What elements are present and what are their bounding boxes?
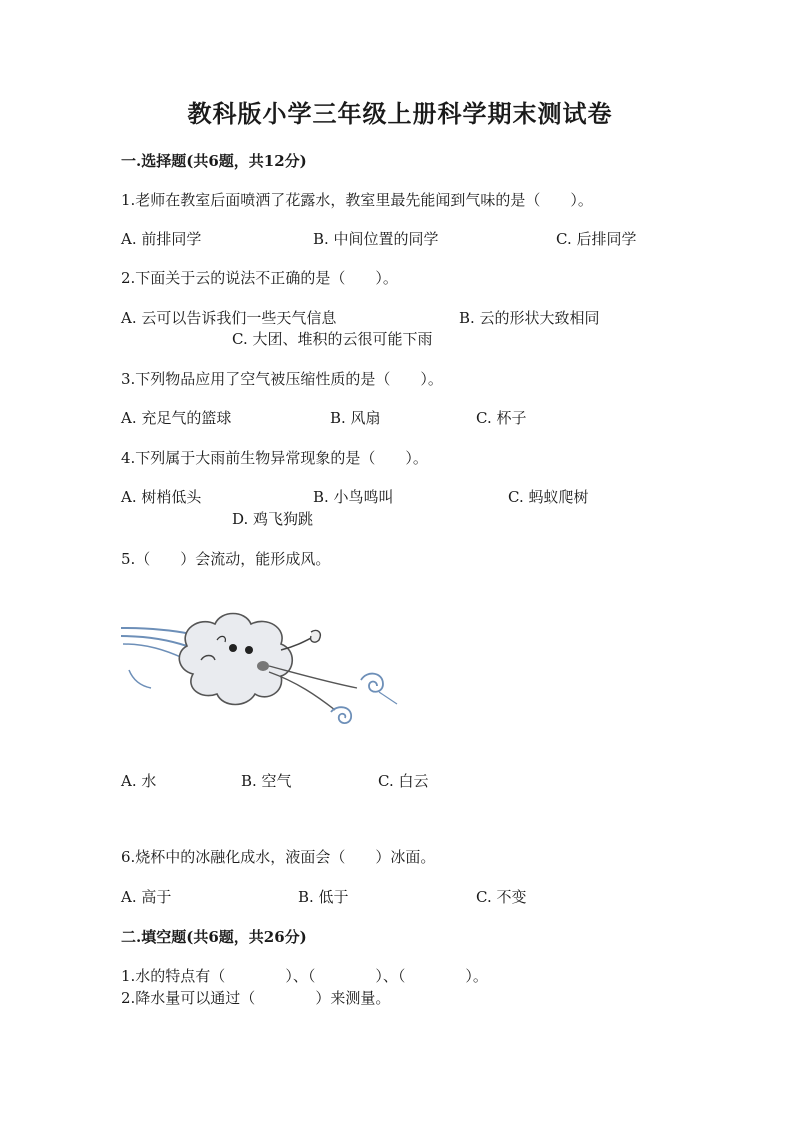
question-5-option-b: B. 空气 — [241, 772, 292, 790]
question-2-option-c: C. 大团、堆积的云很可能下雨 — [232, 330, 433, 348]
question-4-option-a: A. 树梢低头 — [121, 488, 202, 506]
fill-question-2: 2.降水量可以通过（ ）来测量。 — [121, 989, 391, 1007]
question-6-option-c: C. 不变 — [476, 888, 527, 906]
question-1-option-c: C. 后排同学 — [556, 230, 637, 248]
question-4-option-c: C. 蚂蚁爬树 — [508, 488, 589, 506]
question-1-option-a: A. 前排同学 — [121, 230, 202, 248]
question-6-stem: 6.烧杯中的冰融化成水，液面会（ ）冰面。 — [121, 848, 436, 866]
question-4-stem: 4.下列属于大雨前生物异常现象的是（ ）。 — [121, 449, 428, 467]
question-2-option-a: A. 云可以告诉我们一些天气信息 — [121, 309, 337, 327]
question-4-option-d: D. 鸡飞狗跳 — [232, 510, 314, 528]
question-3-option-a: A. 充足气的篮球 — [121, 409, 232, 427]
question-5-option-a: A. 水 — [121, 772, 157, 790]
question-6-option-b: B. 低于 — [298, 888, 349, 906]
question-2-stem: 2.下面关于云的说法不正确的是（ ）。 — [121, 269, 398, 287]
question-3-option-c: C. 杯子 — [476, 409, 527, 427]
blowing-cloud-illustration — [121, 600, 399, 728]
question-6-option-a: A. 高于 — [121, 888, 172, 906]
question-2-option-b: B. 云的形状大致相同 — [459, 309, 600, 327]
section-heading-choice: 一.选择题(共6题，共12分) — [121, 152, 307, 170]
fill-question-1: 1.水的特点有（ ）、（ ）、（ ）。 — [121, 967, 488, 985]
question-5-option-c: C. 白云 — [378, 772, 429, 790]
question-3-option-b: B. 风扇 — [330, 409, 381, 427]
question-5-stem: 5.（ ）会流动，能形成风。 — [121, 550, 331, 568]
page-title: 教科版小学三年级上册科学期末测试卷 — [187, 99, 613, 128]
question-3-stem: 3.下列物品应用了空气被压缩性质的是（ ）。 — [121, 370, 443, 388]
question-1-option-b: B. 中间位置的同学 — [313, 230, 439, 248]
section-heading-fill-blank: 二.填空题(共6题，共26分) — [121, 928, 307, 946]
question-4-option-b: B. 小鸟鸣叫 — [313, 488, 394, 506]
question-1-stem: 1.老师在教室后面喷洒了花露水，教室里最先能闻到气味的是（ ）。 — [121, 191, 593, 209]
